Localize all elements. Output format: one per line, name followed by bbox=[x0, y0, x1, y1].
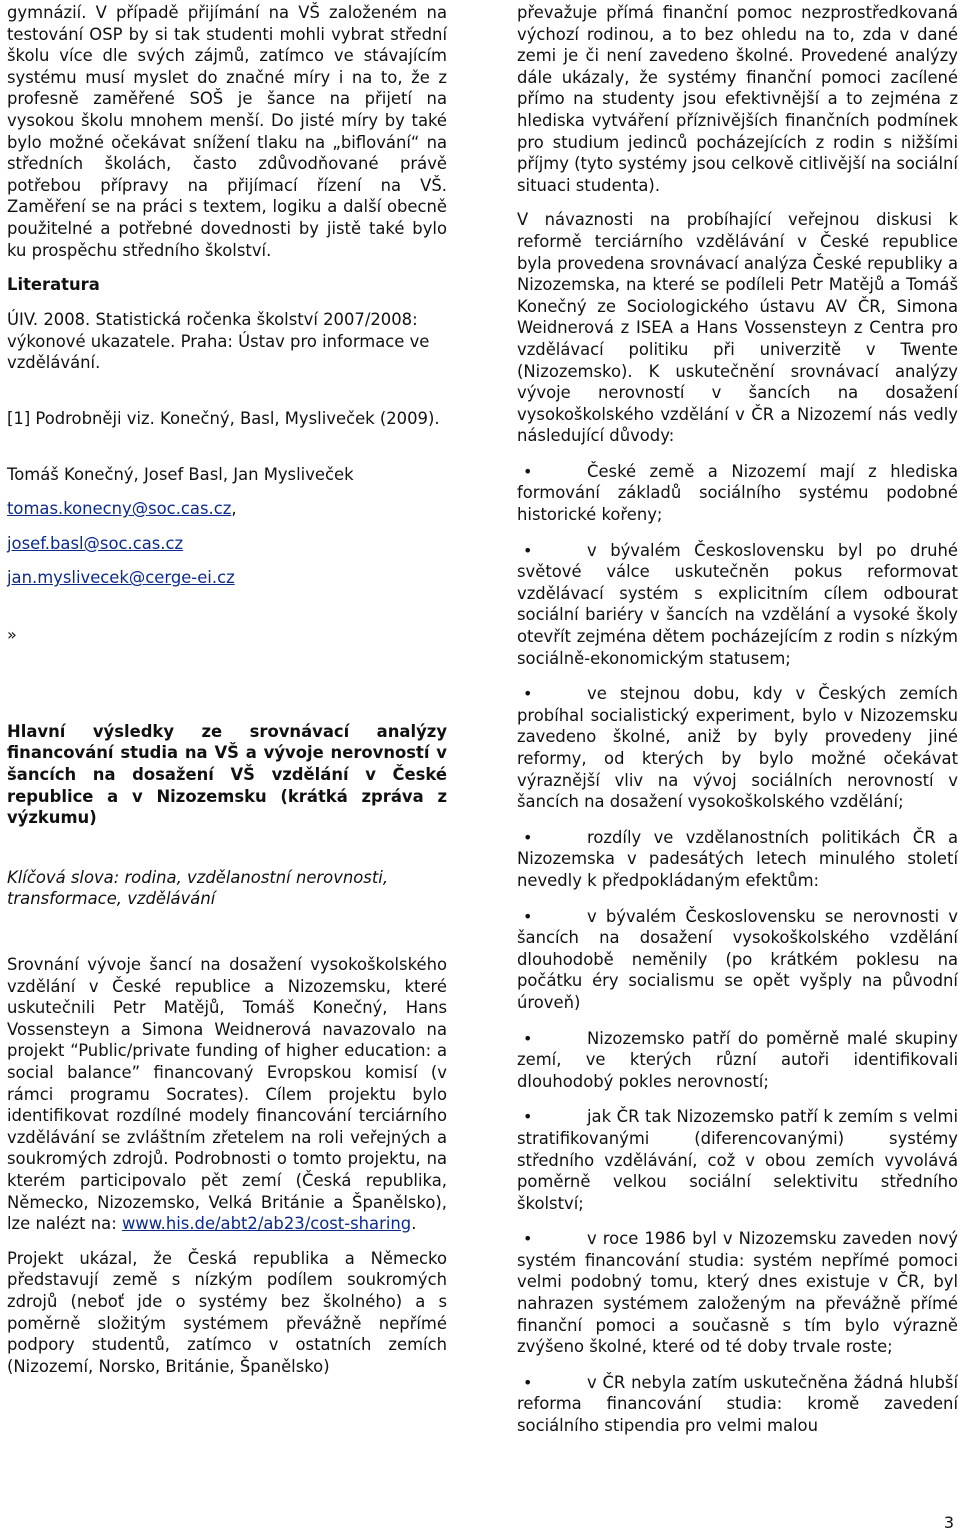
email-line-2 bbox=[7, 533, 447, 555]
list-item-text: v ČR nebyla zatím uskutečněna žádná hlubší reforma financování studia: kromě zavedení sociálního stipendia pro velmi malou bbox=[517, 1372, 958, 1436]
list-item-text: České země a Nizozemí mají z hlediska formování základů sociálního systému podobné historické kořeny; bbox=[517, 461, 958, 525]
list-item-text: v roce 1986 byl v Nizozemsku zaveden nový systém financování studia: systém nepřímé pomoci velmi podobný tomu, který dnes existuje v ČR, byl nahrazen systémem založeným na převážně přímé finanční pomoci a současně s tím bylo výrazně zvýšeno školné, které od té doby trvale roste; bbox=[517, 1229, 958, 1357]
link-period: . bbox=[411, 1214, 417, 1234]
right-paragraph-1: převažuje přímá finanční pomoc nezprostředkovaná výchozí rodinou, a to bez ohledu na to, zda v dané zemi je či není zavedeno školné. Provedené analýzy dále ukázaly, že systémy finanční pomoci zacílené přímo na studenty jsou efektivnější a to zejména z hlediska vytváření příznivějších finančních podmínek pro studium jedinců pocházejících z rodin s nižšími příjmy (tyto systémy jsou celkově citlivější na sociální situaci studenta). bbox=[517, 3, 958, 195]
literature-heading: Literatura bbox=[7, 275, 100, 295]
bullet-icon: • bbox=[523, 1372, 533, 1392]
reasons-list bbox=[517, 461, 958, 1437]
email-link-basl[interactable]: josef.basl@soc.cas.cz bbox=[7, 533, 184, 553]
list-item-text: ve stejnou dobu, kdy v Českých zemích probíhal socialistický experiment, bylo v Nizozemsku zavedeno školné, aniž by byly provedeny jiné reformy, od kterých by bylo možné očekávat výraznější vliv na vývoj sociálních nerovností v šancích na dosažení vysokoškolského vzdělání; bbox=[517, 684, 958, 812]
email-separator: , bbox=[231, 499, 237, 519]
article-paragraph-1 bbox=[7, 954, 447, 1235]
list-item-text: v bývalém Československu se nerovnosti v šancích na dosažení vysokoškolského vzdělání dlouhodobě neměnily (po krátkém poklesu na počátku éry socialismu se opět vyšply na původní úroveň) bbox=[517, 906, 958, 1012]
bullet-icon: • bbox=[523, 540, 533, 560]
bullet-icon: • bbox=[523, 461, 533, 481]
right-paragraph-2: V návaznosti na probíhající veřejnou diskusi k reformě terciárního vzdělávání v České republice byla provedena srovnávací analýza České republiky a Nizozemska, na které se podíleli Petr Matějů a Tomáš Konečný ze Sociologického ústavu AV ČR, Simona Weidnerová z ISEA a Hans Vossensteyn z Centra pro vzdělávací politiku při univerzitě v Twente (Nizozemsko). K uskutečnění srovnávací analýzy vývoje nerovností v šancích na dosažení vysokoškolského vzdělání v ČR a Nizozemí nás vedly následující důvody: bbox=[517, 210, 958, 446]
right-column bbox=[517, 2, 958, 1437]
article-paragraph-1-text: Srovnání vývoje šancí na dosažení vysokoškolského vzdělání v České republice a Nizozemsku, které uskutečnili Petr Matějů, Tomáš Konečný, Hans Vossensteyn a Simona Weidnerová navazovalo na projekt “Public/private funding of higher education: a social balance” financovaný Evropskou komisí (v rámci programu Socrates). Cílem projektu bylo identifikovat rozdílné modely financování terciárního vzdělávání se zvláštním zřetelem na roli veřejných a soukromých zdrojů. Podrobnosti o tomto projektu, na kterém participovalo pět zemí (Česká republika, Německo, Nizozemsko, Velká Británie a Španělsko), lze nalézt na: bbox=[7, 955, 447, 1234]
list-item bbox=[517, 906, 958, 1014]
list-item bbox=[517, 1106, 958, 1214]
bullet-icon: • bbox=[523, 684, 533, 704]
list-item bbox=[517, 1372, 958, 1437]
left-column bbox=[7, 2, 447, 1377]
email-line-3 bbox=[7, 567, 447, 589]
bullet-icon: • bbox=[523, 1028, 533, 1048]
footnote: [1] Podrobněji viz. Konečný, Basl, Mysliveček (2009). bbox=[7, 408, 440, 428]
list-item bbox=[517, 1028, 958, 1093]
email-link-konecny[interactable]: tomas.konecny@soc.cas.cz bbox=[7, 499, 232, 519]
bullet-icon: • bbox=[523, 827, 533, 847]
intro-paragraph: gymnázií. V případě přijímání na VŠ založeném na testování OSP by si tak studenti mohli vybrat střední školu více dle svých zájmů, zatímco ve stávajícím systému musí myslet do značné míry i na to, že z profesně zaměřené SOŠ je šance na přijetí na vysokou školu mnohem menší. Do jisté míry by také bylo možné očekávat snížení tlaku na „biflování“ na středních školách, často zdůvodňované právě potřebou přípravy na přijímací řízení na VŠ. Zaměření se na práci s textem, logiku a další obecně použitelné a potřebné dovednosti by jistě také bylo ku prospěchu středního školství. bbox=[7, 3, 447, 260]
bullet-icon: • bbox=[523, 906, 533, 926]
bullet-icon: • bbox=[523, 1107, 533, 1127]
article-title: Hlavní výsledky ze srovnávací analýzy financování studia na VŠ a vývoje nerovností v šancích na dosažení VŠ vzdělání v České republice a v Nizozemsku (krátká zpráva z výzkumu) bbox=[7, 721, 447, 828]
list-item bbox=[517, 461, 958, 526]
list-item-text: Nizozemsko patří do poměrně malé skupiny zemí, ve kterých různí autoři identifikovali dlouhodobý pokles nerovností; bbox=[517, 1028, 958, 1091]
reference-entry: ÚIV. 2008. Statistická ročenka školství 2007/2008: výkonové ukazatele. Praha: Ústav pro informace ve vzdělávání. bbox=[7, 310, 430, 373]
keywords: Klíčová slova: rodina, vzdělanostní nerovnosti, transformace, vzdělávání bbox=[7, 867, 389, 909]
page-number: 3 bbox=[943, 1513, 954, 1532]
email-line-1 bbox=[7, 498, 447, 520]
bullet-icon: • bbox=[523, 1229, 533, 1249]
list-item bbox=[517, 1228, 958, 1358]
project-link[interactable]: www.his.de/abt2/ab23/cost-sharing bbox=[121, 1214, 412, 1234]
list-item-text: v bývalém Československu byl po druhé světové válce uskutečněn pokus reformovat vzdělávací systém s explicitním cílem odbourat sociální bariéry v šancích na vzdělání a vysoké školy otevřít zejména dětem pocházejícím z rodin s nízkým sociálně-ekonomickým statusem; bbox=[517, 540, 958, 668]
authors-line: Tomáš Konečný, Josef Basl, Jan Mysliveček bbox=[7, 464, 354, 484]
article-paragraph-2: Projekt ukázal, že Česká republika a Německo představují země s nízkým podílem soukromých zdrojů (neboť jde o systémy bez školného) a s poměrně složitým systémem převážně nepřímé podpory studentů, zatímco v ostatních zemích (Nizozemí, Norsko, Británie, Španělsko) bbox=[7, 1248, 447, 1376]
email-link-myslivecek[interactable]: jan.myslivecek@cerge-ei.cz bbox=[7, 568, 235, 588]
list-item bbox=[517, 540, 958, 670]
list-item bbox=[517, 827, 958, 892]
chevron-icon: » bbox=[7, 624, 17, 644]
list-item-text: jak ČR tak Nizozemsko patří k zemím s velmi stratifikovanými (diferencovanými) systémy středního vzdělávání, což v obou zemích vyvolává poměrně velkou sociální selektivitu středního školství; bbox=[517, 1107, 958, 1213]
list-item bbox=[517, 683, 958, 813]
list-item-text: rozdíly ve vzdělanostních politikách ČR a Nizozemska v padesátých letech minulého století nevedly k předpokládaným efektům: bbox=[517, 827, 958, 890]
